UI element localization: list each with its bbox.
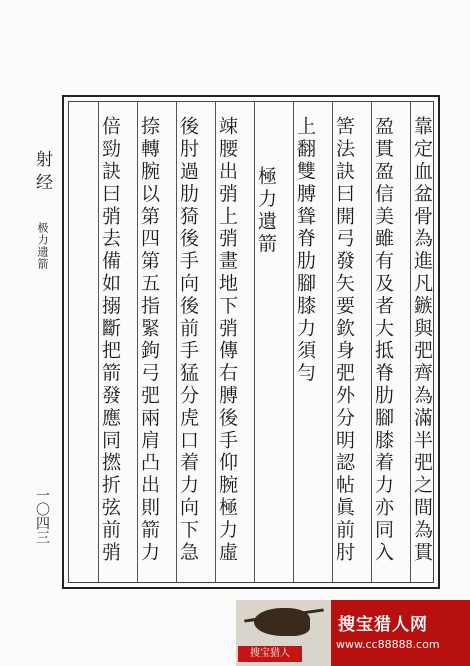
watermark-site-name: 搜宝猎人网	[338, 615, 428, 635]
text-column: 倍勁訣曰弰去備如搦斷把箭發應同撚折弦前弰	[99, 116, 121, 564]
text-column: 上翻雙膊聳脊肋腳膝力須勻	[294, 116, 316, 385]
text-column: 捺轉腕以第四第五指緊鉤弓弝兩肩凸出則箭力	[138, 116, 160, 564]
hunter-logo-icon	[236, 600, 331, 666]
watermark-badge: 搜宝猎人	[238, 646, 302, 662]
text-column: 竦腰出弰上弰畫地下弰傳右膊後手仰腕極力虛	[216, 116, 238, 564]
watermark-url: www.cc88888.com	[336, 638, 440, 651]
chapter-title: 极力遗箭	[36, 222, 49, 270]
text-column: 靠定血盆骨為進凡鏃與弝齊為滿半弝之間為貫	[411, 116, 433, 564]
text-column: 筈法訣曰開弓發矢要欽身弝外分明認帖眞前肘	[333, 116, 355, 564]
text-column: 盈貫盈信美雖有及者大抵脊肋腳膝着力亦同入	[372, 116, 394, 564]
watermark-banner	[236, 600, 470, 666]
page-number: 一〇四三	[34, 488, 50, 544]
book-title: 射经	[32, 150, 52, 196]
section-heading: 極力遺箭	[255, 166, 277, 256]
text-column: 後肘過肋猗後手向後前手猛分虎口着力向下急	[177, 116, 199, 564]
